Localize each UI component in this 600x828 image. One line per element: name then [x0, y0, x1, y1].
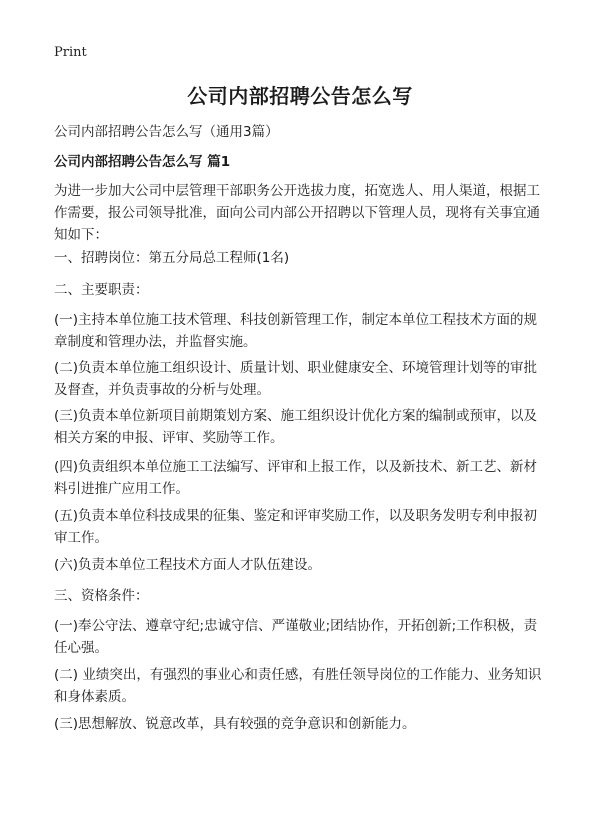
paragraph-position: 一、招聘岗位：第五分局总工程师(1名)	[54, 250, 290, 266]
paragraph-duties-heading: 二、主要职责：	[54, 282, 149, 298]
paragraph-qualifications-heading: 三、资格条件：	[54, 588, 149, 604]
paragraph-qualification-2: (二) 业绩突出，有强烈的事业心和责任感，有胜任领导岗位的工作能力、业务知识和身体素质。	[54, 667, 542, 705]
section-heading: 公司内部招聘公告怎么写 篇1	[54, 154, 231, 170]
paragraph-duty-2: (二)负责本单位施工组织设计、质量计划、职业健康安全、环境管理计划等的审批及督查，并负责事故的分析与处理。	[54, 360, 538, 398]
paragraph-duty-1: (一)主持本单位施工技术管理、科技创新管理工作，制定本单位工程技术方面的规章制度和管理办法，并监督实施。	[54, 312, 538, 350]
document-subtitle: 公司内部招聘公告怎么写（通用3篇）	[54, 124, 279, 140]
document-title: 公司内部招聘公告怎么写	[187, 84, 413, 108]
paragraph-duty-5: (五)负责本单位科技成果的征集、鉴定和评审奖励工作，以及职务发明专利申报初审工作。	[54, 508, 538, 546]
paragraph-duty-3: (三)负责本单位新项目前期策划方案、施工组织设计优化方案的编制或预审，以及相关方案的申报、评审、奖励等工作。	[54, 408, 538, 446]
paragraph-qualification-3: (三)思想解放、锐意改革，具有较强的竞争意识和创新能力。	[54, 716, 416, 732]
paragraph-duty-6: (六)负责本单位工程技术方面人才队伍建设。	[54, 557, 322, 573]
paragraph-duty-4: (四)负责组织本单位施工工法编写、评审和上报工作，以及新技术、新工艺、新材料引进推广应用工作。	[54, 459, 538, 497]
paragraph-qualification-1: (一)奉公守法、遵章守纪;忠诚守信、严谨敬业;团结协作，开拓创新;工作积极，责任心强。	[54, 618, 538, 656]
print-link[interactable]: Print	[54, 45, 87, 60]
intro-paragraph: 为进一步加大公司中层管理干部职务公开选拔力度，拓宽选人、用人渠道，根据工作需要，报公司领导批准，面向公司内部公开招聘以下管理人员，现将有关事宜通知如下：	[54, 183, 540, 243]
